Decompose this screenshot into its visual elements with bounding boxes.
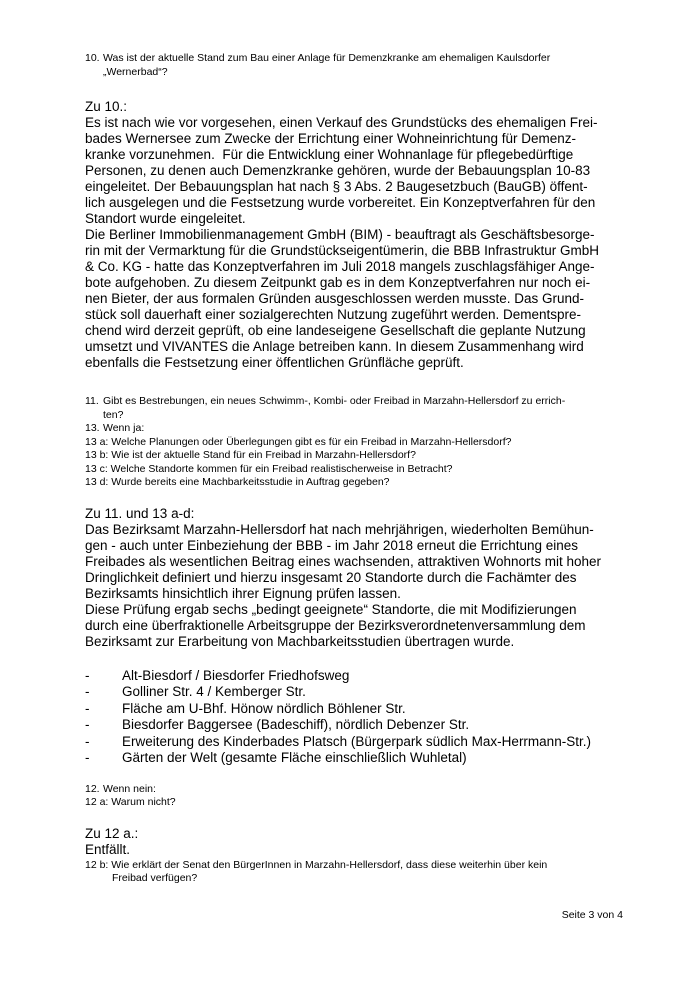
- bullet-dash: -: [85, 667, 90, 683]
- question-number: 13.: [85, 422, 100, 434]
- question-text: Gibt es Bestrebungen, ein neues Schwimm-, Kombi- oder Freibad in Marzahn-Hellersdorf zu errich-: [103, 395, 566, 407]
- question-text: Wenn ja:: [103, 422, 145, 434]
- question-text: 13 c: Welche Standorte kommen für ein Freibad realistischerweise in Betracht?: [85, 462, 453, 475]
- paragraph-line: gen - auch unter Einbeziehung der BBB - im Jahr 2018 erneut die Errichtung eines: [85, 537, 579, 553]
- paragraph-line: eingeleitet. Der Bebauungsplan hat nach § 3 Abs. 2 Baugesetzbuch (BauGB) öffent-: [85, 179, 588, 194]
- answer-paragraph: [85, 227, 623, 371]
- question-12b: [85, 859, 623, 886]
- question-line: [85, 449, 623, 463]
- paragraph-line: stück soll dauerhaft einer sozialgerechten Nutzung zugeführt werden. Dementspre-: [85, 307, 582, 322]
- paragraph-line: bades Wernersee zum Zwecke der Errichtung einer Wohneinrichtung für Demenz-: [85, 131, 576, 146]
- paragraph-line: Standort wurde eingeleitet.: [85, 211, 246, 226]
- question-line: [85, 859, 623, 873]
- question-text: 13 b: Wie ist der aktuelle Stand für ein Freibad in Marzahn-Hellersdorf?: [85, 449, 416, 461]
- paragraph-line: umsetzt und VIVANTES die Anlage betreiben kann. In diesem Zusammenhang wird: [85, 339, 584, 354]
- paragraph-line: nen Bieter, der aus formalen Gründen ausgeschlossen werden musste. Das Grund-: [85, 291, 585, 306]
- bullet-dash: -: [85, 684, 90, 699]
- paragraph-line: Bezirksamts hinsichtlich ihrer Eignung prüfen lassen.: [85, 585, 401, 601]
- answer-paragraph: [85, 115, 623, 227]
- question-10: [85, 52, 623, 79]
- bullet-dash: -: [85, 717, 90, 732]
- list-item-text: Golliner Str. 4 / Kemberger Str.: [122, 684, 306, 699]
- question-text: „Wernerbad“?: [103, 65, 168, 78]
- page-number: Seite 3 von 4: [561, 909, 623, 921]
- answer-heading: Zu 12 a.:: [85, 825, 139, 841]
- question-number: 11.: [85, 395, 99, 407]
- question-line: [85, 476, 623, 490]
- answer-12a: [85, 826, 623, 858]
- bullet-dash: -: [85, 733, 90, 749]
- question-line: [85, 783, 623, 797]
- question-text: Wenn nein:: [103, 782, 156, 795]
- paragraph-line: Freibades als wesentlichen Beitrag eines wachsenden, attraktiven Wohnorts mit hoher: [85, 553, 602, 569]
- list-item: [85, 717, 623, 734]
- question-12: [85, 783, 623, 810]
- question-text: Freibad verfügen?: [112, 872, 198, 884]
- paragraph-line: ebenfalls die Festsetzung einer öffentlichen Grünfläche geprüft.: [85, 355, 464, 370]
- location-list: [85, 668, 623, 767]
- paragraph-line: kranke vorzunehmen. Für die Entwicklung einer Wohnanlage für pflegebedürftige: [85, 147, 574, 162]
- paragraph-line: bote aufgehoben. Zu diesem Zeitpunkt gab es in dem Konzeptverfahren nur noch ei-: [85, 275, 591, 290]
- paragraph-line: durch eine überfraktionelle Arbeitsgruppe der Bezirksverordnetenversammlung dem: [85, 617, 586, 633]
- question-number: 10.: [85, 52, 100, 64]
- paragraph-line: rin mit der Vermarktung für die Grundstückseigentümerin, die BBB Infrastruktur GmbH: [85, 243, 599, 258]
- bullet-dash: -: [85, 700, 90, 716]
- question-line: [85, 409, 623, 423]
- question-number: 12.: [85, 782, 100, 795]
- answer-heading: Zu 11. und 13 a-d:: [85, 505, 195, 521]
- paragraph-line: Das Bezirksamt Marzahn-Hellersdorf hat nach mehrjährigen, wiederholten Bemühun-: [85, 521, 594, 537]
- list-item-text: Biesdorfer Baggersee (Badeschiff), nördlich Debenzer Str.: [122, 717, 470, 732]
- list-item-text: Alt-Biesdorf / Biesdorfer Friedhofsweg: [122, 667, 350, 683]
- question-line: [85, 66, 623, 80]
- list-item: [85, 701, 623, 718]
- question-line: [85, 872, 623, 886]
- paragraph-line: Es ist nach wie vor vorgesehen, einen Verkauf des Grundstücks des ehemaligen Frei-: [85, 115, 598, 130]
- question-11-13: [85, 395, 623, 490]
- list-item: [85, 668, 623, 685]
- question-line: [85, 395, 623, 409]
- question-text: ten?: [103, 408, 124, 421]
- paragraph-line: chend wird derzeit geprüft, ob eine landeseigene Gesellschaft die geplante Nutzung: [85, 323, 586, 338]
- paragraph-line: & Co. KG - hatte das Konzeptverfahren im Juli 2018 mangels zuschlagsfähiger Ange-: [85, 259, 595, 274]
- question-text: Was ist der aktuelle Stand zum Bau einer Anlage für Demenzkranke am ehemaligen Kaulsdorfer: [103, 52, 551, 64]
- paragraph-line: Entfällt.: [85, 841, 131, 857]
- paragraph-line: Personen, zu denen auch Demenzkranke gehören, wurde der Bebauungsplan 10-83: [85, 163, 591, 178]
- question-text: 13 a: Welche Planungen oder Überlegungen gibt es für ein Freibad in Marzahn-Hellersdorf?: [85, 435, 512, 448]
- question-line: [85, 463, 623, 477]
- list-item-text: Gärten der Welt (gesamte Fläche einschließlich Wuhletal): [122, 750, 467, 765]
- question-line: [85, 436, 623, 450]
- question-text: 12 b: Wie erklärt der Senat den BürgerInnen in Marzahn-Hellersdorf, dass diese weiterhin über kein: [85, 858, 548, 871]
- answer-paragraph: [85, 522, 623, 602]
- question-text: 12 a: Warum nicht?: [85, 796, 176, 808]
- bullet-dash: -: [85, 750, 90, 765]
- question-text: 13 d: Wurde bereits eine Machbarkeitsstudie in Auftrag gegeben?: [85, 476, 390, 488]
- question-line: [85, 422, 623, 436]
- list-item: [85, 684, 623, 701]
- paragraph-line: lich ausgelegen und die Festsetzung wurde vorbereitet. Ein Konzeptverfahren für den: [85, 195, 596, 210]
- answer-10: [85, 99, 623, 371]
- list-item-text: Fläche am U-Bhf. Hönow nördlich Böhlener Str.: [122, 700, 406, 716]
- question-line: [85, 52, 623, 66]
- answer-11-13: [85, 506, 623, 767]
- paragraph-line: Die Berliner Immobilienmanagement GmbH (BIM) - beauftragt als Geschäftsbesorge-: [85, 227, 595, 242]
- paragraph-line: Bezirksamt zur Erarbeitung von Machbarkeitsstudien übertragen wurde.: [85, 633, 515, 649]
- list-item: [85, 750, 623, 767]
- answer-paragraph: [85, 602, 623, 650]
- paragraph-line: Dringlichkeit definiert und hierzu insgesamt 20 Standorte durch die Fachämter des: [85, 569, 577, 585]
- paragraph-line: Diese Prüfung ergab sechs „bedingt geeignete“ Standorte, die mit Modifizierungen: [85, 601, 577, 617]
- answer-heading: Zu 10.:: [85, 99, 128, 114]
- list-item-text: Erweiterung des Kinderbades Platsch (Bürgerpark südlich Max-Herrmann-Str.): [122, 733, 591, 749]
- list-item: [85, 734, 623, 751]
- question-line: [85, 796, 623, 810]
